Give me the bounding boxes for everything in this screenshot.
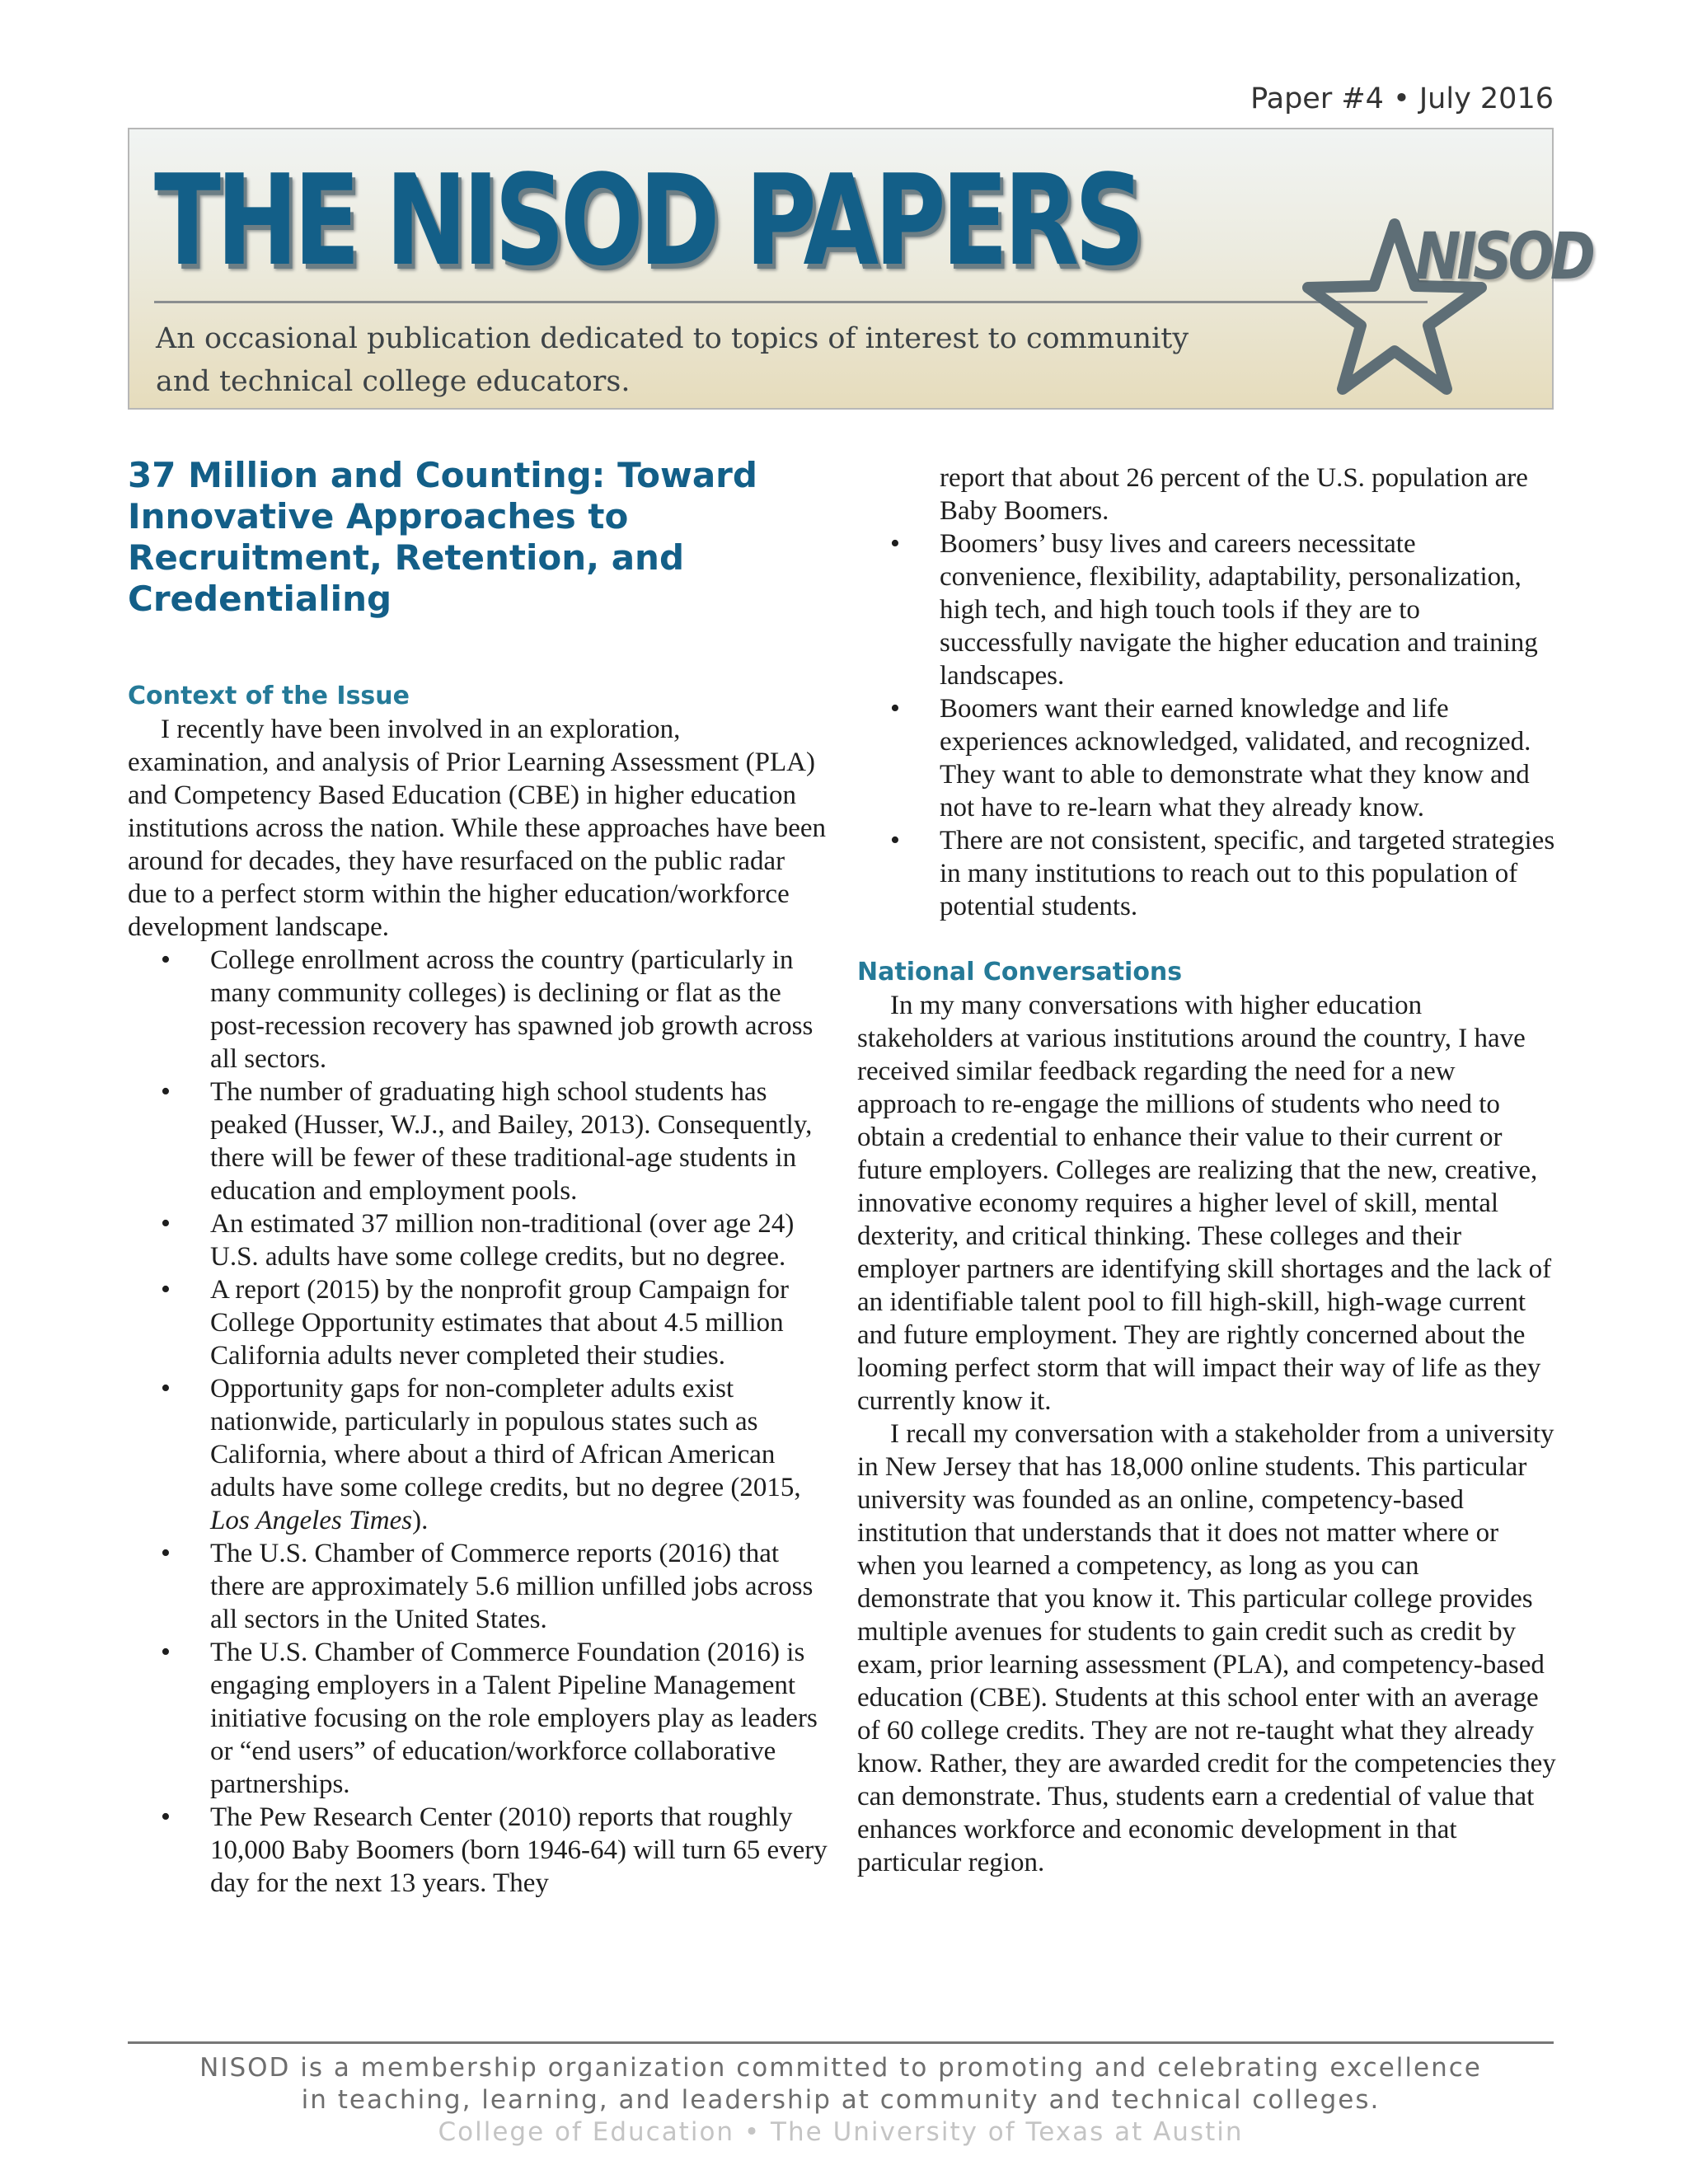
list-item: • There are not consistent, specific, and targeted strategies in many institutions to reach out to this population of potential students. (857, 824, 1558, 923)
section-heading-national: National Conversations (857, 958, 1183, 987)
footer-line-3: College of Education • The University of Texas at Austin (438, 2117, 1244, 2147)
list-item: • The Pew Research Center (2010) reports that roughly 10,000 Baby Boomers (born 1946-64) will turn 65 every day for the next 13 years. They (128, 1801, 828, 1900)
list-item: • College enrollment across the country (particularly in many community colleges) is declining or flat as the post-recession recovery has spawned job growth across all sectors. (128, 944, 828, 1076)
context-paragraph: I recently have been involved in an exploration, examination, and analysis of Prior Learning Assessment (PLA) and Competency Based Education (CBE) in higher education institutions across the nation. While these approaches have been around for decades, they have resurfaced on the public radar due to a perfect storm within the higher education/workforce development landscape. (128, 715, 827, 942)
national-paragraph-1: In my many conversations with higher education stakeholders at various institutions around the country, I have received similar feedback regarding the need for a new approach to re-engage the millions of students who need to obtain a credential to enhance their value to their current or future employers. Colleges are realizing that the new, creative, innovative economy requires a higher level of skill, mental dexterity, and critical thinking. These colleges and their employer partners are identifying skill shortages and the lack of an identifiable talent pool to fill high-skill, high-wage current and future employment. They are rightly concerned about the looming perfect storm that will impact their way of life as they currently know it. (857, 991, 1552, 1416)
logo-wordmark: NISOD (1415, 220, 1592, 294)
bullet-list-right (857, 527, 1558, 923)
bullet-text-end: ). (412, 1506, 429, 1535)
footer-line-1: NISOD is a membership organization committed to promoting and celebrating excellence (199, 2053, 1482, 2083)
masthead-tagline: An occasional publication dedicated to topics of interest to community and technical college educators. (156, 322, 1189, 398)
list-item: • A report (2015) by the nonprofit group Campaign for College Opportunity estimates that about 4.5 million California adults never completed their studies. (128, 1273, 828, 1372)
list-item: • An estimated 37 million non-traditional (over age 24) U.S. adults have some college credits, but no degree. (128, 1207, 828, 1273)
list-item (128, 1372, 828, 1537)
source-citation: Los Angeles Times (210, 1506, 413, 1535)
section-heading-context: Context of the Issue (128, 682, 410, 710)
list-item: • The number of graduating high school students has peaked (Husser, W.J., and Bailey, 2013). Consequently, there will be fewer of these traditional-age students in education and employment pools. (128, 1076, 828, 1207)
bullet-list-left (128, 944, 828, 1900)
issue-date: Paper #4 • July 2016 (1250, 82, 1554, 115)
article-title: 37 Million and Counting: Toward Innovative Approaches to Recruitment, Retention, and Credentialing (128, 455, 757, 619)
footer (128, 2052, 1554, 2149)
continuation-text: report that about 26 percent of the U.S. population are Baby Boomers. (940, 463, 1528, 526)
masthead-divider (154, 301, 1428, 303)
list-item: • Boomers’ busy lives and careers necessitate convenience, flexibility, adaptability, personalization, high tech, and high touch tools if they are to successfully navigate the higher education and training landscapes. (857, 527, 1558, 692)
list-item: • The U.S. Chamber of Commerce Foundation (2016) is engaging employers in a Talent Pipeline Management initiative focusing on the role employers play as leaders or “end users” of education/workforce collaborative partnerships. (128, 1636, 828, 1801)
masthead-title: THE NISOD PAPERS (154, 148, 1141, 293)
nisod-logo (1287, 191, 1592, 405)
left-column (128, 455, 828, 1900)
list-item: • The U.S. Chamber of Commerce reports (2016) that there are approximately 5.6 million unfilled jobs across all sectors in the United States. (128, 1537, 828, 1636)
spacer (857, 923, 1558, 956)
bullet-text: Opportunity gaps for non-completer adults exist nationwide, particularly in populous states such as California, where about a third of African American adults have some college credits, but no degree (2015, (210, 1374, 801, 1502)
right-column (857, 462, 1558, 1879)
footer-line-2: in teaching, learning, and leadership at community and technical colleges. (301, 2085, 1381, 2115)
list-item: • Boomers want their earned knowledge and life experiences acknowledged, validated, and recognized. They want to able to demonstrate what they know and not have to re-learn what they already know. (857, 692, 1558, 824)
national-paragraph-2: I recall my conversation with a stakeholder from a university in New Jersey that has 18,000 online students. This particular university was founded as an online, competency-based institution that understands that it does not matter where or when you learned a competency, as long as you can demonstrate that you know it. This particular college provides multiple avenues for students to gain credit such as credit by exam, prior learning assessment (PLA), and competency-based education (CBE). Students at this school enter with an average of 60 college credits. They are not re-taught what they already know. Rather, they are awarded credit for the competencies they can demonstrate. Thus, students earn a credential of value that enhances workforce and economic development in that particular region. (857, 1419, 1556, 1877)
masthead-banner (128, 128, 1592, 410)
footer-divider (128, 2041, 1554, 2044)
